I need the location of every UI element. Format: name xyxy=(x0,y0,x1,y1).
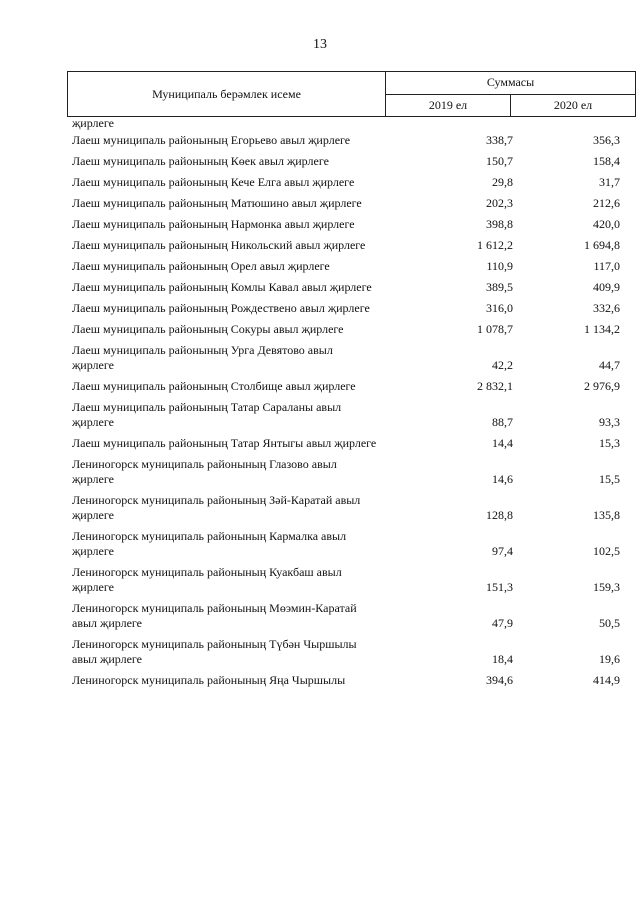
amount-2019: 1 612,2 xyxy=(477,238,513,252)
amount-2019: 202,3 xyxy=(486,196,513,210)
municipality-name: Лаеш муниципаль районының Татар Сараланы авыл җирлеге xyxy=(72,400,342,429)
table-row xyxy=(72,196,620,211)
amount-2019: 151,3 xyxy=(486,580,513,594)
amount-2020: 159,3 xyxy=(593,580,620,594)
table-row xyxy=(72,400,620,430)
amount-2020: 135,8 xyxy=(593,508,620,522)
amount-2019: 88,7 xyxy=(492,415,513,429)
header-municipality-name: Муниципаль берәмлек исеме xyxy=(68,72,386,117)
table-row xyxy=(72,457,620,487)
table-row xyxy=(72,259,620,274)
amount-2020: 332,6 xyxy=(593,301,620,315)
header-year-2020: 2020 ел xyxy=(511,94,636,117)
table-row xyxy=(72,493,620,523)
amount-2020: 414,9 xyxy=(593,673,620,687)
municipality-name: Лаеш муниципаль районының Матюшино авыл җирлеге xyxy=(72,196,362,210)
municipality-name: Лаеш муниципаль районының Орел авыл җирлеге xyxy=(72,259,330,273)
amount-2020: 93,3 xyxy=(599,415,620,429)
municipality-name: Лаеш муниципаль районының Никольский авыл җирлеге xyxy=(72,238,366,252)
amount-2019: 110,9 xyxy=(486,259,513,273)
amount-2020: 15,5 xyxy=(599,472,620,486)
amount-2020: 356,3 xyxy=(593,133,620,147)
municipality-name: Лаеш муниципаль районының Урга Девятово авыл җирлеге xyxy=(72,343,333,372)
table-row xyxy=(72,238,620,253)
amount-2019: 398,8 xyxy=(486,217,513,231)
row-list xyxy=(72,133,620,667)
amount-2019: 1 078,7 xyxy=(477,322,513,336)
municipality-name: Лениногорск муниципаль районының Мөэмин-Каратай авыл җирлеге xyxy=(72,601,357,630)
amount-2020: 44,7 xyxy=(599,358,620,372)
amount-2020: 117,0 xyxy=(593,259,620,273)
table-row xyxy=(72,280,620,295)
amount-2019: 389,5 xyxy=(486,280,513,294)
amount-2020: 15,3 xyxy=(599,436,620,450)
municipality-name: Лениногорск муниципаль районының Түбән Чыршылы авыл җирлеге xyxy=(72,637,357,666)
table-row xyxy=(72,436,620,451)
municipality-name: Лаеш муниципаль районының Нармонка авыл җирлеге xyxy=(72,217,355,231)
municipality-name: Лениногорск муниципаль районының Кармалка авыл җирлеге xyxy=(72,529,347,558)
municipality-name: Лаеш муниципаль районының Егорьево авыл җирлеге xyxy=(72,133,351,147)
amount-2020: 420,0 xyxy=(593,217,620,231)
municipality-name: Лениногорск муниципаль районының Глазово авыл җирлеге xyxy=(72,457,337,486)
table-row xyxy=(72,601,620,631)
table-row xyxy=(72,529,620,559)
table-row xyxy=(72,379,620,394)
municipality-name: Лениногорск муниципаль районының Куакбаш авыл җирлеге xyxy=(72,565,342,594)
amount-2020: 1 694,8 xyxy=(584,238,620,252)
header-year-2019: 2019 ел xyxy=(386,94,511,117)
table-row xyxy=(72,175,620,190)
municipality-name: Лаеш муниципаль районының Рождествено авыл җирлеге xyxy=(72,301,370,315)
amount-2019: 18,4 xyxy=(492,652,513,666)
amount-2019: 150,7 xyxy=(486,154,513,168)
municipality-name: Лаеш муниципаль районының Столбище авыл җирлеге xyxy=(72,379,356,393)
amount-2020: 212,6 xyxy=(593,196,620,210)
amount-2019: 394,6 xyxy=(486,673,513,687)
municipality-name: Лаеш муниципаль районының Комлы Кавал авыл җирлеге xyxy=(72,280,372,294)
continuation-text: җирлеге xyxy=(72,116,114,130)
municipality-name: Лениногорск муниципаль районының Зәй-Каратай авыл җирлеге xyxy=(72,493,361,522)
table-row xyxy=(72,217,620,232)
amount-2020: 31,7 xyxy=(599,175,620,189)
amount-2020: 19,6 xyxy=(599,652,620,666)
table-row xyxy=(72,637,620,667)
table-row xyxy=(72,301,620,316)
amount-2019: 338,7 xyxy=(486,133,513,147)
table-row-last xyxy=(72,673,620,688)
table-header xyxy=(67,71,636,117)
table-row xyxy=(72,133,620,148)
municipality-name: Лаеш муниципаль районының Кече Елга авыл җирлеге xyxy=(72,175,355,189)
amount-2019: 42,2 xyxy=(492,358,513,372)
amount-2020: 409,9 xyxy=(593,280,620,294)
amount-2020: 102,5 xyxy=(593,544,620,558)
amount-2019: 128,8 xyxy=(486,508,513,522)
amount-2020: 50,5 xyxy=(599,616,620,630)
amount-2020: 1 134,2 xyxy=(584,322,620,336)
header-amount: Суммасы xyxy=(386,72,636,95)
amount-2019: 2 832,1 xyxy=(477,379,513,393)
amount-2020: 158,4 xyxy=(593,154,620,168)
amount-2019: 316,0 xyxy=(486,301,513,315)
table-row xyxy=(72,154,620,169)
municipality-name: Лаеш муниципаль районының Көек авыл җирлеге xyxy=(72,154,329,168)
table-row xyxy=(72,322,620,337)
table-row xyxy=(72,343,620,373)
page-number: 13 xyxy=(313,37,327,52)
amount-2020: 2 976,9 xyxy=(584,379,620,393)
amount-2019: 97,4 xyxy=(492,544,513,558)
amount-2019: 14,4 xyxy=(492,436,513,450)
table-body xyxy=(72,116,620,694)
amount-2019: 29,8 xyxy=(492,175,513,189)
municipality-name: Лаеш муниципаль районының Сокуры авыл җирлеге xyxy=(72,322,344,336)
amount-2019: 14,6 xyxy=(492,472,513,486)
municipality-name: Лаеш муниципаль районының Татар Янтыгы авыл җирлеге xyxy=(72,436,377,450)
amount-2019: 47,9 xyxy=(492,616,513,630)
municipality-name: Лениногорск муниципаль районының Яңа Чыршылы xyxy=(72,673,346,687)
table-row xyxy=(72,565,620,595)
